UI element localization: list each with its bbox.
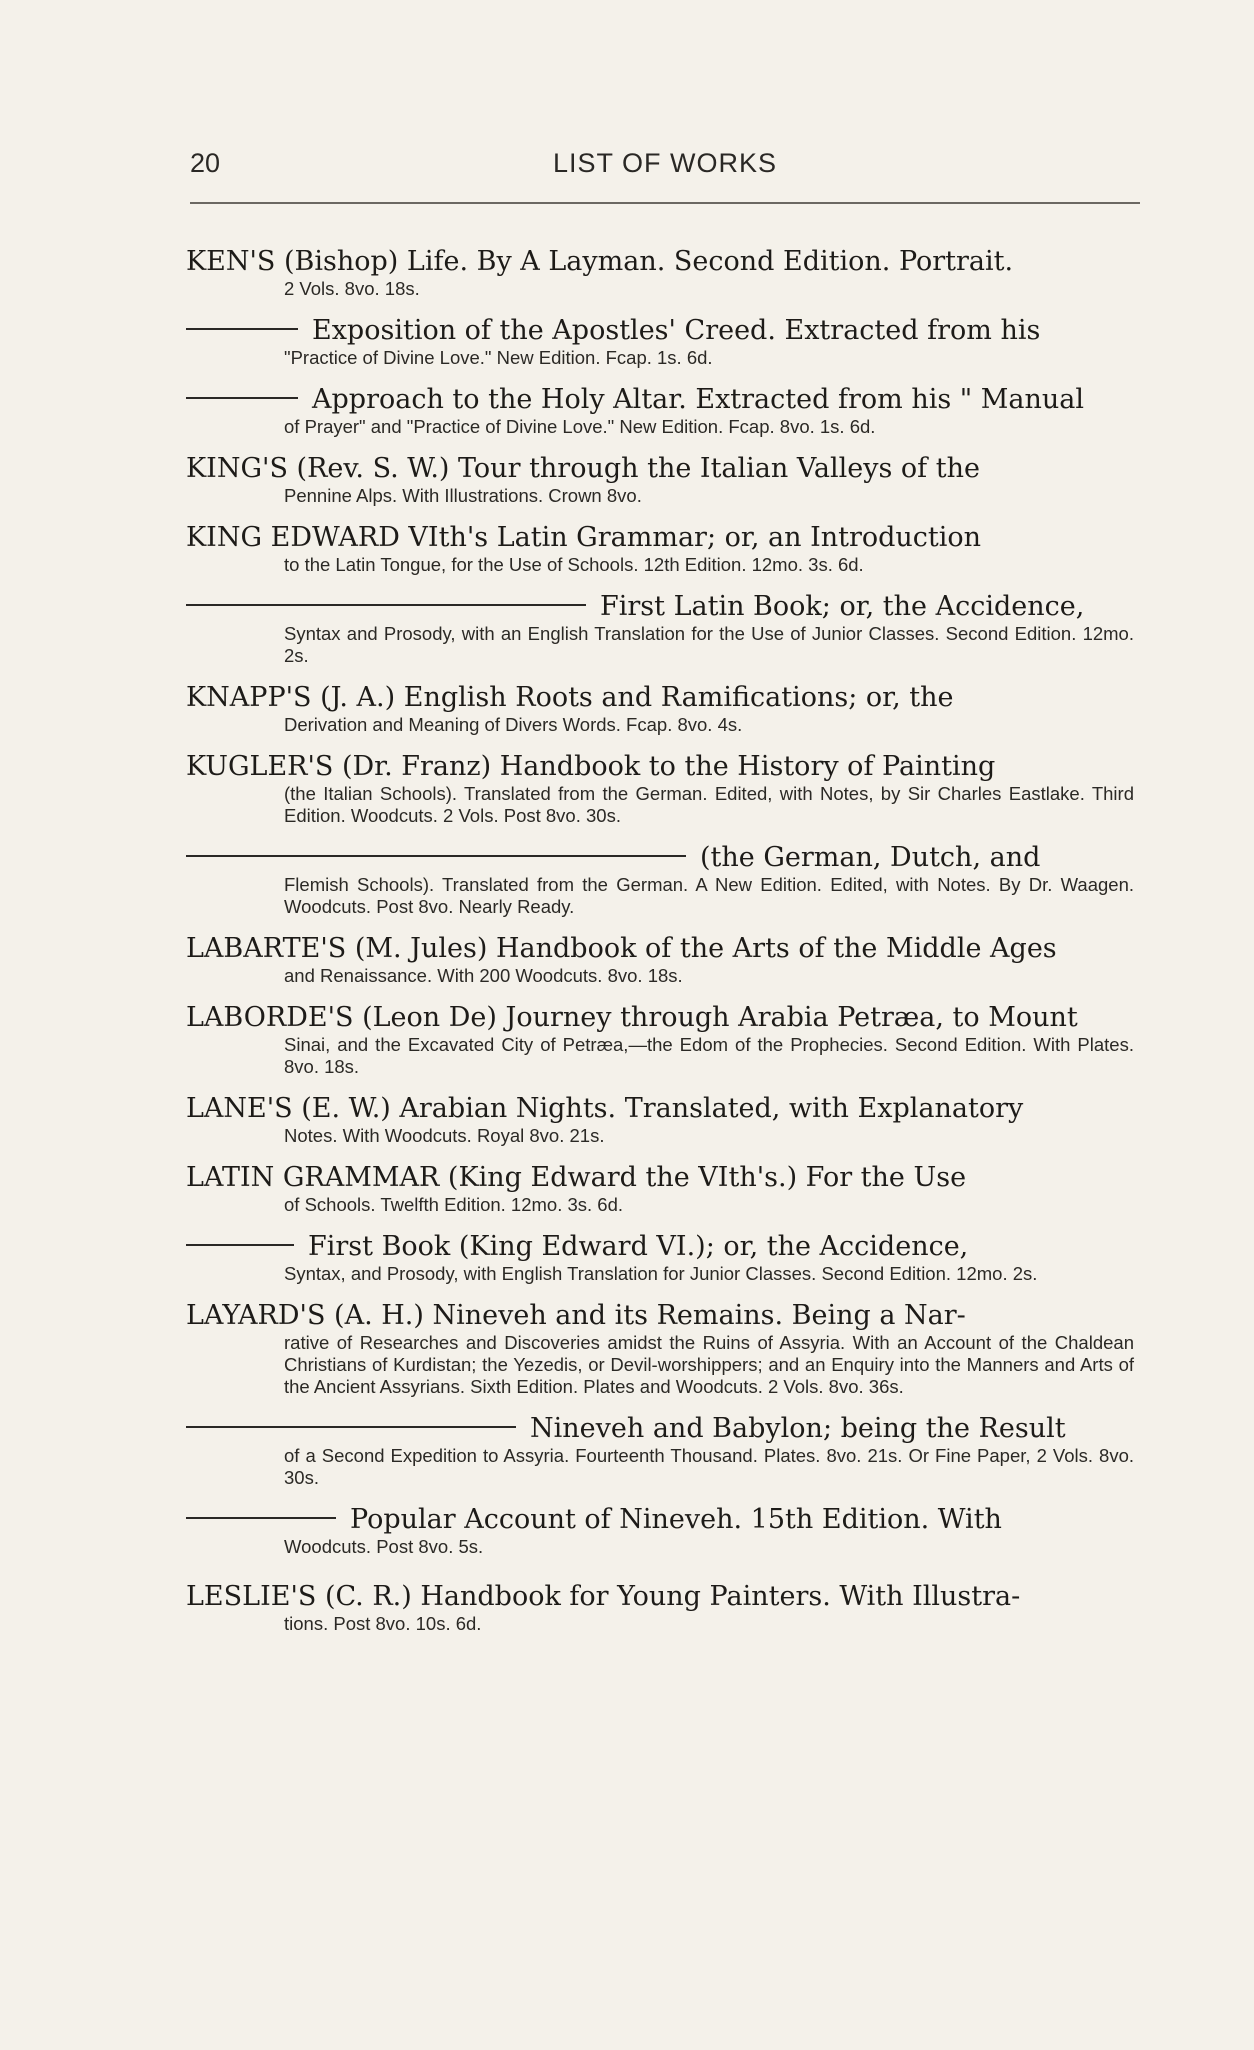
list-item: [186, 590, 1134, 667]
entry-details: Sinai, and the Excavated City of Petræa,—the Edom of the Prophecies. Second Edition. With Plates. 8vo. 18s.: [284, 1034, 1134, 1077]
ditto-rule: [186, 328, 298, 330]
list-item: [186, 932, 1134, 987]
entry-heading-text: Exposition of the Apostles' Creed. Extracted from his: [312, 315, 1041, 346]
list-item: [186, 1001, 1134, 1078]
list-item: [186, 681, 1134, 736]
ditto-rule: [186, 1517, 336, 1519]
entry-heading-text: First Latin Book; or, the Accidence,: [600, 591, 1085, 622]
entry-heading-sub: [186, 314, 1134, 347]
ditto-rule: [186, 855, 686, 857]
entry-heading: LATIN GRAMMAR (King Edward the VIth's.) For the Use: [186, 1162, 967, 1193]
entry-heading: LAYARD'S (A. H.) Nineveh and its Remains. Being a Nar-: [186, 1300, 966, 1331]
entry-heading-sub: [186, 1412, 1134, 1445]
entry-heading: KEN'S (Bishop) Life. By A Layman. Second Edition. Portrait.: [186, 246, 1014, 277]
entry-details: of Prayer" and "Practice of Divine Love." New Edition. Fcap. 8vo. 1s. 6d.: [284, 416, 876, 437]
entry-details: Syntax and Prosody, with an English Translation for the Use of Junior Classes. Second Edition. 12mo. 2s.: [284, 623, 1134, 666]
entry-details: and Renaissance. With 200 Woodcuts. 8vo. 18s.: [284, 965, 683, 986]
ditto-rule: [186, 604, 586, 606]
entry-heading-sub: [186, 1503, 1134, 1536]
entry-heading: KUGLER'S (Dr. Franz) Handbook to the History of Painting: [186, 751, 996, 782]
page-header: [190, 148, 1140, 184]
list-item: [186, 841, 1134, 918]
entry-details: Woodcuts. Post 8vo. 5s.: [284, 1536, 484, 1557]
list-item: [186, 383, 1134, 438]
entry-heading: KING'S (Rev. S. W.) Tour through the Italian Valleys of the: [186, 453, 980, 484]
list-item: [186, 1299, 1134, 1398]
ditto-rule: [186, 1426, 516, 1428]
list-item: [186, 1161, 1134, 1216]
entry-details: Pennine Alps. With Illustrations. Crown 8vo.: [284, 485, 642, 506]
entry-heading: LABARTE'S (M. Jules) Handbook of the Arts of the Middle Ages: [186, 933, 1057, 964]
list-item: [186, 1092, 1134, 1147]
entry-details: Flemish Schools). Translated from the German. A New Edition. Edited, with Notes. By Dr. Waagen. Woodcuts. Post 8vo. Nearly Ready.: [284, 874, 1134, 917]
entry-details: "Practice of Divine Love." New Edition. Fcap. 1s. 6d.: [284, 347, 713, 368]
ditto-rule: [186, 1244, 294, 1246]
entry-heading-sub: [186, 383, 1134, 416]
entry-heading: LABORDE'S (Leon De) Journey through Arabia Petræa, to Mount: [186, 1002, 1078, 1033]
entry-heading-text: Approach to the Holy Altar. Extracted from his " Manual: [312, 384, 1085, 415]
list-item: [186, 1230, 1134, 1285]
entry-heading-sub: [186, 1230, 1134, 1263]
entry-heading: LANE'S (E. W.) Arabian Nights. Translated, with Explanatory: [186, 1093, 1024, 1124]
entry-details: rative of Researches and Discoveries amidst the Ruins of Assyria. With an Account of the Chaldean Christians of Kurdistan; the Yezedis, or Devil-worshippers; and an Enquiry into the Manners and Arts of the Ancient Assyrians. Sixth Edition. Plates and Woodcuts. 2 Vols. 8vo. 36s.: [284, 1332, 1134, 1397]
list-item: [186, 1412, 1134, 1489]
entry-heading-sub: [186, 841, 1134, 874]
entry-heading-text: (the German, Dutch, and: [700, 842, 1041, 873]
running-head: LIST OF WORKS: [552, 148, 778, 178]
list-item: [186, 750, 1134, 827]
list-item: [186, 314, 1134, 369]
list-item: [186, 245, 1134, 300]
list-item: [186, 452, 1134, 507]
entry-heading-text: First Book (King Edward VI.); or, the Accidence,: [308, 1231, 969, 1262]
entry-details: Syntax, and Prosody, with English Translation for Junior Classes. Second Edition. 12mo. 2s.: [284, 1263, 1038, 1284]
entry-heading-text: Popular Account of Nineveh. 15th Edition. With: [350, 1504, 1002, 1535]
list-item: [186, 1503, 1134, 1558]
entry-heading: KNAPP'S (J. A.) English Roots and Ramifications; or, the: [186, 682, 954, 713]
entry-details: Derivation and Meaning of Divers Words. Fcap. 8vo. 4s.: [284, 714, 743, 735]
page-number: 20: [190, 148, 221, 178]
ditto-rule: [186, 397, 298, 399]
entry-heading-sub: [186, 590, 1134, 623]
works-list: [186, 245, 1134, 1649]
entry-details: (the Italian Schools). Translated from the German. Edited, with Notes, by Sir Charles Eastlake. Third Edition. Woodcuts. 2 Vols. Post 8vo. 30s.: [284, 783, 1134, 826]
entry-details: of Schools. Twelfth Edition. 12mo. 3s. 6d.: [284, 1194, 624, 1215]
list-item: [186, 1580, 1134, 1635]
entry-heading: LESLIE'S (C. R.) Handbook for Young Painters. With Illustra-: [186, 1581, 1021, 1612]
entry-details: to the Latin Tongue, for the Use of Schools. 12th Edition. 12mo. 3s. 6d.: [284, 554, 864, 575]
list-item: [186, 521, 1134, 576]
entry-details: 2 Vols. 8vo. 18s.: [284, 278, 420, 299]
entry-details: of a Second Expedition to Assyria. Fourteenth Thousand. Plates. 8vo. 21s. Or Fine Paper, 2 Vols. 8vo. 30s.: [284, 1445, 1134, 1488]
entry-details: Notes. With Woodcuts. Royal 8vo. 21s.: [284, 1125, 605, 1146]
entry-heading-text: Nineveh and Babylon; being the Result: [530, 1413, 1066, 1444]
entry-details: tions. Post 8vo. 10s. 6d.: [284, 1613, 482, 1634]
entry-heading: KING EDWARD VIth's Latin Grammar; or, an Introduction: [186, 522, 982, 553]
header-rule: [190, 202, 1140, 204]
